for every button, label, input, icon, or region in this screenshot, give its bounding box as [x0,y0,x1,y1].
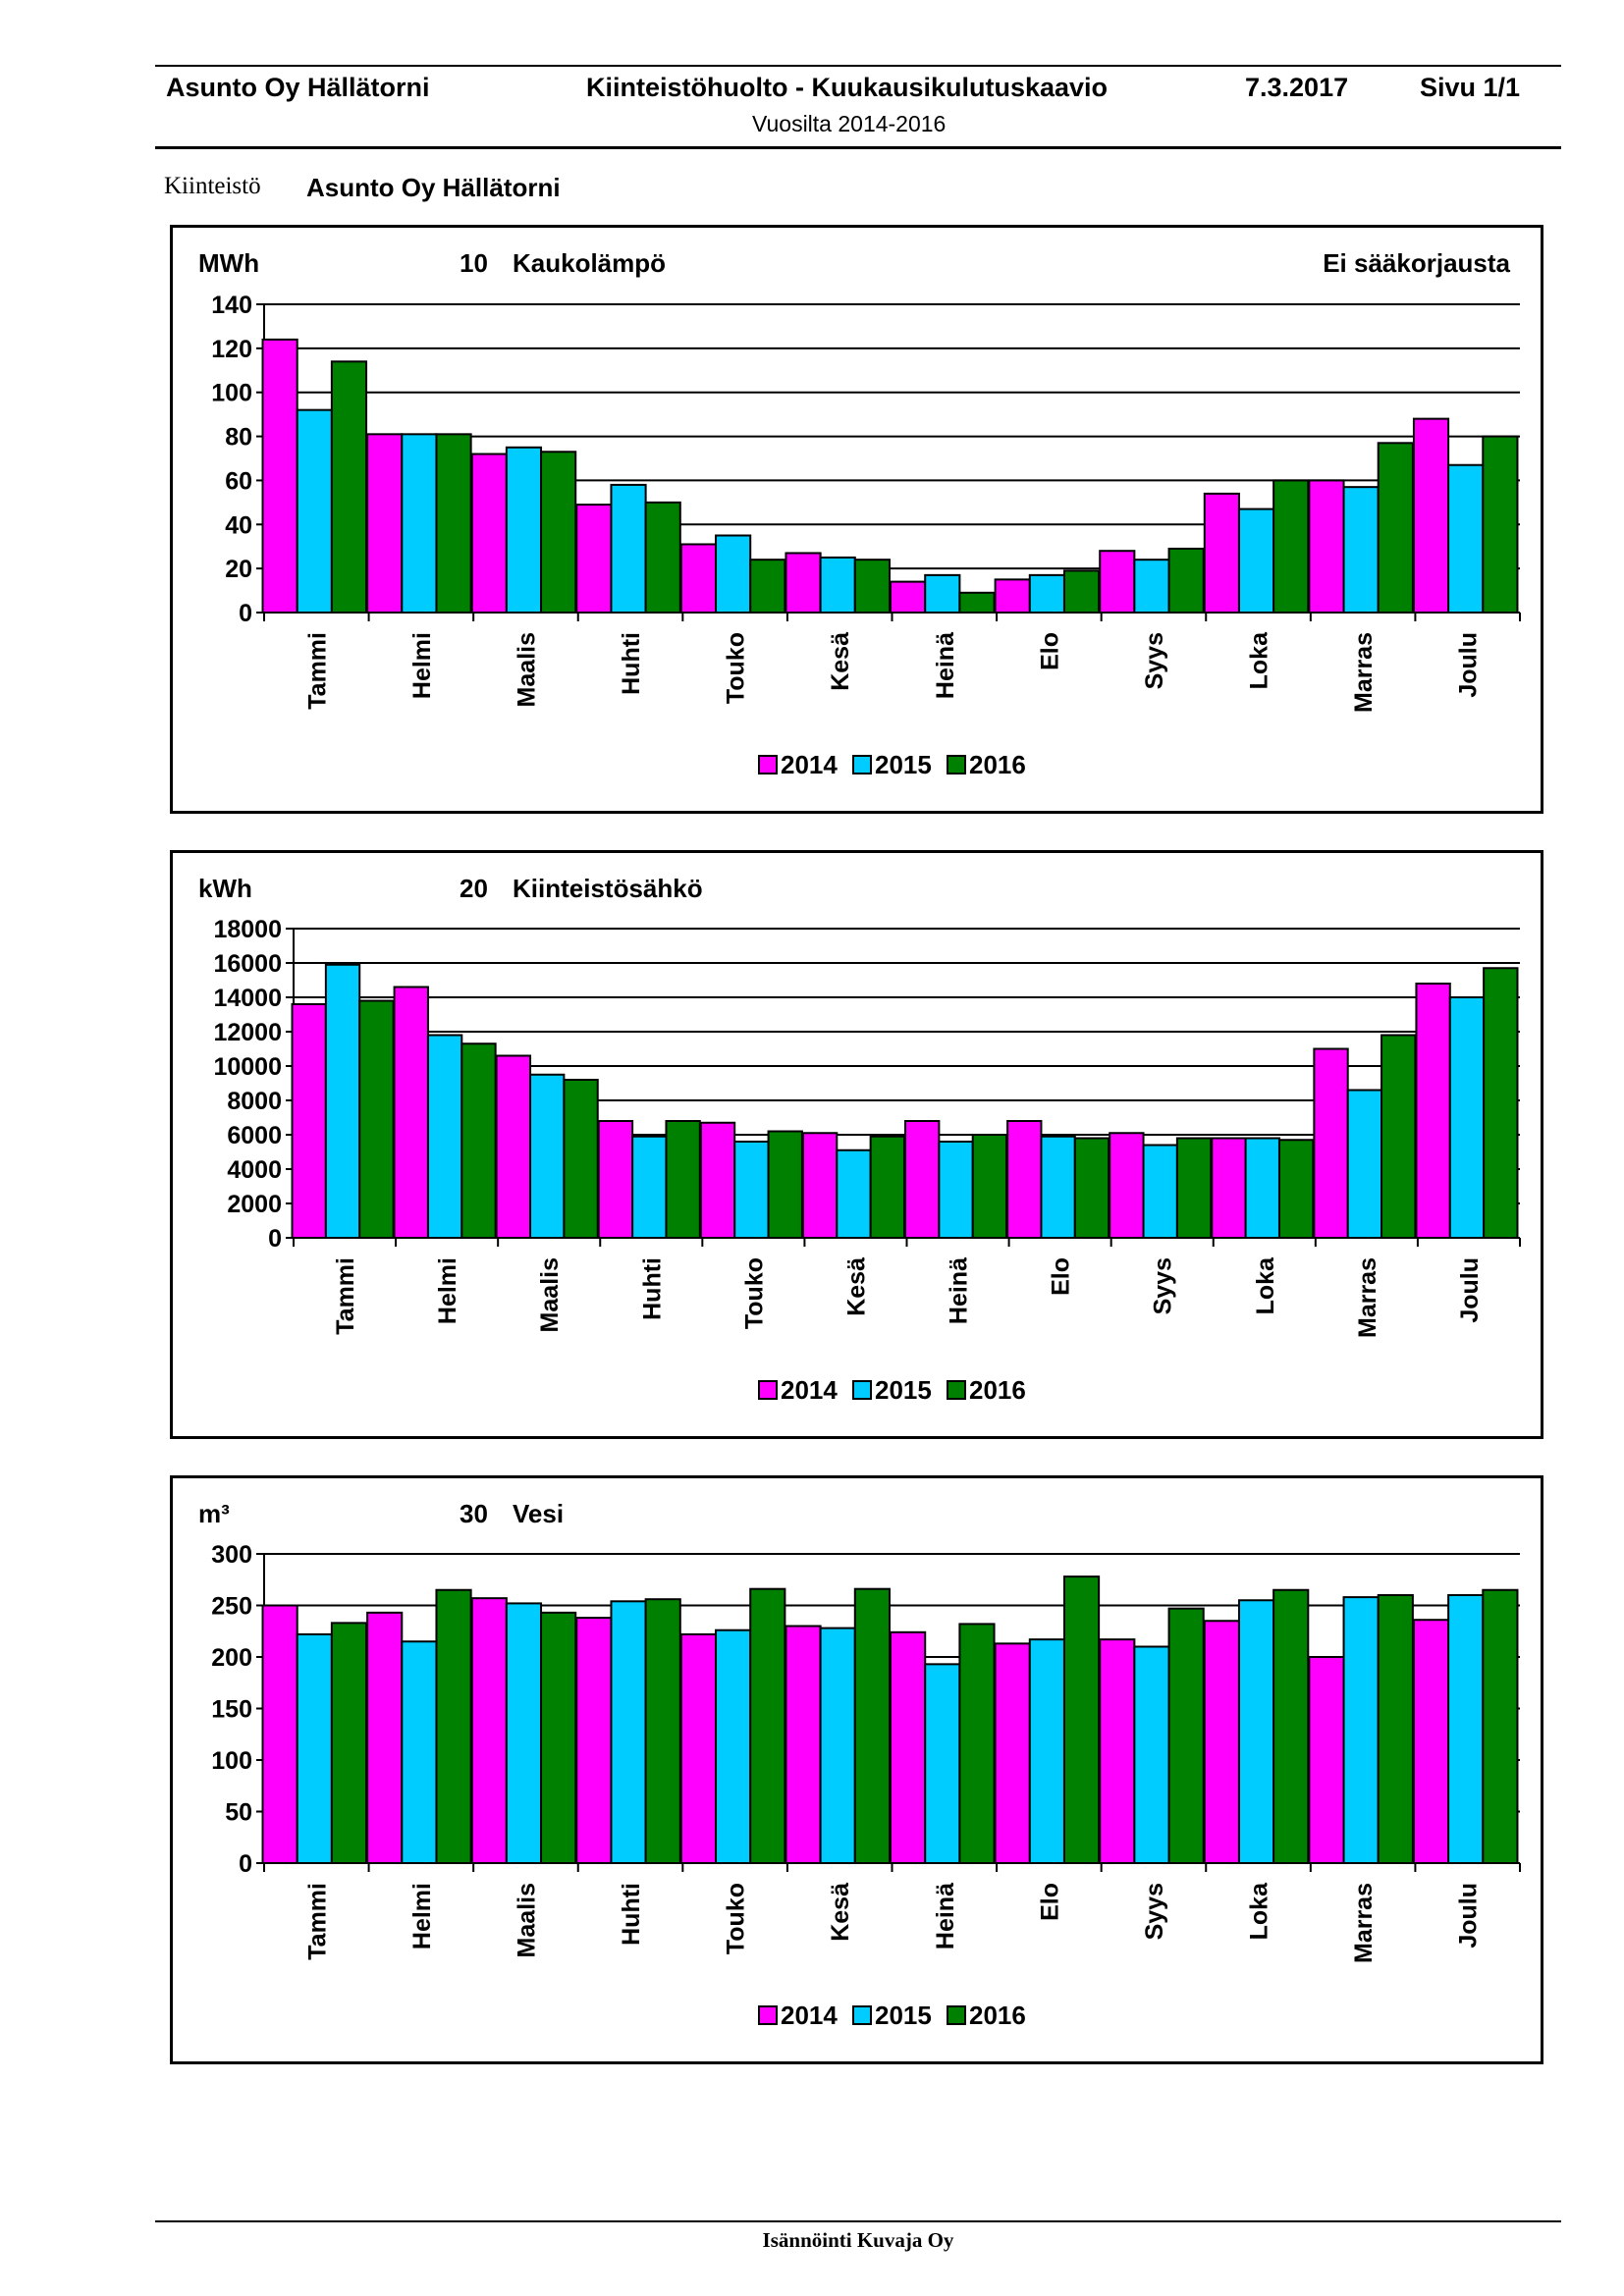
legend-swatch-2015 [853,2006,871,2024]
bar-2015-elo [1030,1639,1064,1863]
bar-2015-kesa [821,558,855,613]
legend-label-2016: 2016 [969,750,1026,779]
bar-2015-kesa [821,1629,855,1863]
y-tick-label: 0 [268,1225,282,1253]
bar-2014-loka [1205,494,1239,613]
x-tick-label-heina: Heinä [931,1883,959,1950]
bar-2015-joulu [1448,1595,1483,1863]
legend-swatch-2014 [759,756,777,774]
bar-2015-tammi [298,1634,332,1863]
chart-code: 20 [460,874,488,903]
legend-label-2015: 2015 [875,750,932,779]
bar-2014-syys [1110,1133,1143,1238]
bar-2016-elo [1075,1139,1109,1239]
x-tick-label-heina: Heinä [931,632,959,700]
bar-2016-tammi [359,1001,393,1239]
bar-2014-syys [1100,1639,1134,1863]
bar-2014-tammi [293,1004,326,1238]
chart-unit: m³ [198,1499,230,1528]
x-tick-label-huhti: Huhti [618,632,646,695]
bar-2014-kesa [785,1627,820,1864]
x-tick-label-syys: Syys [1140,631,1168,690]
bar-2015-huhti [632,1137,666,1238]
bar-2016-helmi [461,1043,495,1238]
bar-2014-kesa [803,1133,837,1238]
x-tick-label-loka: Loka [1245,1883,1273,1941]
bar-2014-loka [1205,1621,1239,1863]
bar-2015-heina [925,1664,959,1863]
bar-2014-maalis [497,1056,530,1239]
bar-2015-loka [1239,1600,1273,1863]
x-tick-label-helmi: Helmi [407,1883,436,1950]
bar-2016-kesa [855,1589,890,1863]
bar-2016-syys [1169,1609,1204,1863]
y-tick-label: 60 [225,467,252,496]
chart-code: 30 [460,1499,488,1528]
bar-2015-elo [1041,1137,1074,1238]
legend-swatch-2016 [947,2006,965,2024]
x-tick-label-huhti: Huhti [618,1883,646,1946]
legend-label-2015: 2015 [875,2001,932,2030]
bar-2015-huhti [611,1601,645,1863]
y-tick-label: 300 [211,1541,252,1569]
legend-swatch-2016 [947,1381,965,1399]
bar-2015-maalis [530,1075,564,1238]
x-tick-label-loka: Loka [1251,1257,1279,1315]
y-tick-label: 4000 [227,1156,282,1184]
x-tick-label-tammi: Tammi [303,1883,332,1960]
bar-2014-touko [681,1634,716,1863]
bar-2015-joulu [1448,465,1483,613]
bar-2015-tammi [298,410,332,613]
bar-2015-loka [1246,1139,1279,1239]
bar-2014-tammi [263,1606,298,1864]
chart-vesi [170,1475,1543,2064]
chart-unit: kWh [198,874,252,903]
bar-2016-joulu [1483,1590,1517,1863]
bar-2015-touko [716,1630,750,1863]
x-tick-label-touko: Touko [740,1257,769,1330]
legend-swatch-2014 [759,2006,777,2024]
x-tick-label-marras: Marras [1350,632,1379,713]
bar-2015-heina [939,1142,972,1238]
x-tick-label-syys: Syys [1149,1257,1177,1315]
y-tick-label: 20 [225,556,252,584]
x-tick-label-tammi: Tammi [332,1257,360,1335]
chart-unit: MWh [198,248,260,278]
bar-2014-marras [1309,480,1343,613]
header-subtitle: Vuosilta 2014-2016 [752,111,947,136]
bar-2015-elo [1030,575,1064,613]
x-tick-label-loka: Loka [1245,632,1273,690]
x-tick-label-joulu: Joulu [1454,632,1483,698]
bar-2014-joulu [1414,419,1448,613]
x-tick-label-maalis: Maalis [513,1883,541,1958]
bar-2016-syys [1177,1139,1211,1239]
bar-2016-heina [959,593,994,613]
bar-2014-touko [701,1123,734,1238]
bar-2015-maalis [507,448,541,613]
chart-svg-vesi [173,1478,1546,2067]
x-tick-label-tammi: Tammi [303,632,332,710]
footer-company: Isännöinti Kuvaja Oy [762,2228,954,2252]
bar-2016-helmi [436,434,470,613]
y-tick-label: 120 [211,335,252,363]
bar-2015-syys [1134,560,1168,613]
header-company: Asunto Oy Hällätorni [166,73,430,102]
legend-label-2014: 2014 [781,1375,838,1405]
x-tick-label-kesa: Kesä [827,632,855,691]
bar-2016-heina [959,1624,994,1863]
bar-2015-helmi [402,434,436,613]
x-tick-label-joulu: Joulu [1455,1257,1484,1323]
bar-2016-touko [769,1132,802,1239]
x-tick-label-elo: Elo [1036,632,1064,670]
bar-2016-joulu [1483,437,1517,613]
x-tick-label-maalis: Maalis [513,632,541,708]
footer-rule [155,2220,1561,2222]
bar-2016-loka [1279,1140,1313,1238]
bar-2015-heina [925,575,959,613]
y-tick-label: 2000 [227,1191,282,1218]
bar-2015-marras [1348,1091,1381,1239]
bar-2016-helmi [436,1590,470,1863]
bar-2016-marras [1379,443,1413,613]
bar-2014-joulu [1414,1620,1448,1863]
header-bottom-rule [155,146,1561,149]
x-tick-label-touko: Touko [722,632,750,705]
bar-2014-maalis [472,1598,507,1863]
bar-2014-maalis [472,454,507,613]
x-tick-label-joulu: Joulu [1454,1883,1483,1949]
chart-svg-kiinteistosahko [173,853,1546,1442]
chart-title: Kaukolämpö [513,248,667,278]
y-tick-label: 100 [211,1747,252,1775]
y-tick-label: 8000 [227,1088,282,1115]
bar-2015-helmi [428,1036,461,1239]
x-tick-label-elo: Elo [1047,1257,1075,1296]
y-tick-label: 14000 [213,985,282,1012]
bar-2015-syys [1144,1146,1177,1239]
x-tick-label-kesa: Kesä [827,1883,855,1942]
bar-2014-kesa [785,553,820,613]
bar-2014-elo [996,579,1030,613]
y-tick-label: 80 [225,423,252,452]
x-tick-label-maalis: Maalis [536,1257,565,1333]
bar-2015-helmi [402,1641,436,1863]
x-tick-label-syys: Syys [1140,1883,1168,1941]
header-title: Kiinteistöhuolto - Kuukausikulutuskaavio [586,73,1109,102]
chart-code: 10 [460,248,488,278]
bar-2016-loka [1273,1590,1308,1863]
bar-2014-marras [1309,1657,1343,1863]
y-tick-label: 16000 [213,950,282,978]
y-tick-label: 50 [225,1798,252,1827]
bar-2016-huhti [646,1599,680,1863]
bar-2016-kesa [871,1137,904,1238]
x-tick-label-touko: Touko [722,1883,750,1955]
bar-2016-maalis [541,1613,575,1863]
bar-2014-joulu [1416,984,1449,1238]
bar-2015-maalis [507,1603,541,1863]
bar-2015-kesa [837,1150,870,1238]
chart-kaukolampo [170,225,1543,814]
bar-2016-touko [750,1589,785,1863]
property-label: Kiinteistö [164,173,261,199]
header-date: 7.3.2017 [1245,73,1349,102]
bar-2015-tammi [326,965,359,1238]
y-tick-label: 12000 [213,1019,282,1046]
x-tick-label-heina: Heinä [945,1257,973,1325]
bar-2016-marras [1379,1595,1413,1863]
bar-2014-helmi [367,434,402,613]
x-tick-label-marras: Marras [1353,1257,1381,1338]
bar-2016-tammi [332,361,366,613]
bar-2014-tammi [263,340,298,613]
bar-2016-tammi [332,1623,366,1863]
y-tick-label: 0 [239,1850,252,1878]
bar-2016-joulu [1484,968,1517,1238]
bar-2016-heina [973,1135,1006,1238]
y-tick-label: 140 [211,292,252,319]
bar-2014-elo [996,1643,1030,1863]
bar-2014-huhti [576,1618,611,1863]
bar-2014-helmi [395,988,428,1239]
y-tick-label: 40 [225,511,252,540]
x-tick-label-elo: Elo [1036,1883,1064,1921]
y-tick-label: 250 [211,1592,252,1621]
y-tick-label: 200 [211,1644,252,1672]
header-page: Sivu 1/1 [1420,73,1521,102]
bar-2016-loka [1273,480,1308,613]
bar-2014-syys [1100,551,1134,613]
bar-2015-marras [1344,1597,1379,1863]
y-tick-label: 18000 [213,916,282,943]
bar-2016-maalis [541,452,575,613]
bar-2015-touko [716,536,750,614]
bar-2016-huhti [666,1121,699,1238]
property-name: Asunto Oy Hällätorni [306,173,561,202]
y-tick-label: 100 [211,379,252,407]
x-tick-label-helmi: Helmi [434,1257,462,1325]
bar-2015-huhti [611,485,645,613]
bar-2014-huhti [599,1121,632,1238]
y-tick-label: 150 [211,1695,252,1724]
bar-2016-marras [1381,1036,1415,1239]
x-tick-label-huhti: Huhti [638,1257,667,1320]
x-tick-label-kesa: Kesä [842,1257,871,1316]
bar-2016-huhti [646,503,680,613]
legend-swatch-2015 [853,756,871,774]
legend-label-2016: 2016 [969,1375,1026,1405]
bar-2015-touko [734,1142,768,1238]
bar-2014-helmi [367,1613,402,1863]
bar-2016-kesa [855,560,890,613]
bar-2016-maalis [564,1080,597,1238]
y-tick-label: 6000 [227,1122,282,1149]
chart-kiinteistosahko [170,850,1543,1439]
legend-label-2014: 2014 [781,2001,838,2030]
y-tick-label: 0 [239,600,252,627]
bar-2016-syys [1169,549,1204,613]
bar-2014-heina [891,1632,925,1863]
bar-2014-loka [1212,1139,1245,1239]
legend-swatch-2016 [947,756,965,774]
bar-2016-touko [750,560,785,613]
bar-2014-touko [681,544,716,613]
legend-label-2016: 2016 [969,2001,1026,2030]
x-tick-label-marras: Marras [1350,1883,1379,1963]
bar-2016-elo [1064,570,1099,613]
bar-2014-huhti [576,505,611,613]
bar-2014-marras [1314,1049,1347,1239]
chart-note: Ei sääkorjausta [1323,248,1510,278]
bar-2016-elo [1064,1576,1099,1863]
bar-2014-elo [1007,1121,1041,1238]
header-top-rule [155,65,1561,67]
legend-swatch-2014 [759,1381,777,1399]
bar-2014-heina [905,1121,939,1238]
legend-label-2015: 2015 [875,1375,932,1405]
y-tick-label: 10000 [213,1053,282,1081]
legend-swatch-2015 [853,1381,871,1399]
bar-2015-loka [1239,509,1273,613]
x-tick-label-helmi: Helmi [407,632,436,700]
bar-2015-joulu [1450,997,1484,1238]
bar-2014-heina [891,582,925,613]
bar-2015-marras [1344,487,1379,613]
legend-label-2014: 2014 [781,750,838,779]
bar-2015-syys [1134,1647,1168,1864]
chart-title: Vesi [513,1499,565,1528]
chart-svg-kaukolampo [173,228,1546,817]
chart-title: Kiinteistösähkö [513,874,703,903]
